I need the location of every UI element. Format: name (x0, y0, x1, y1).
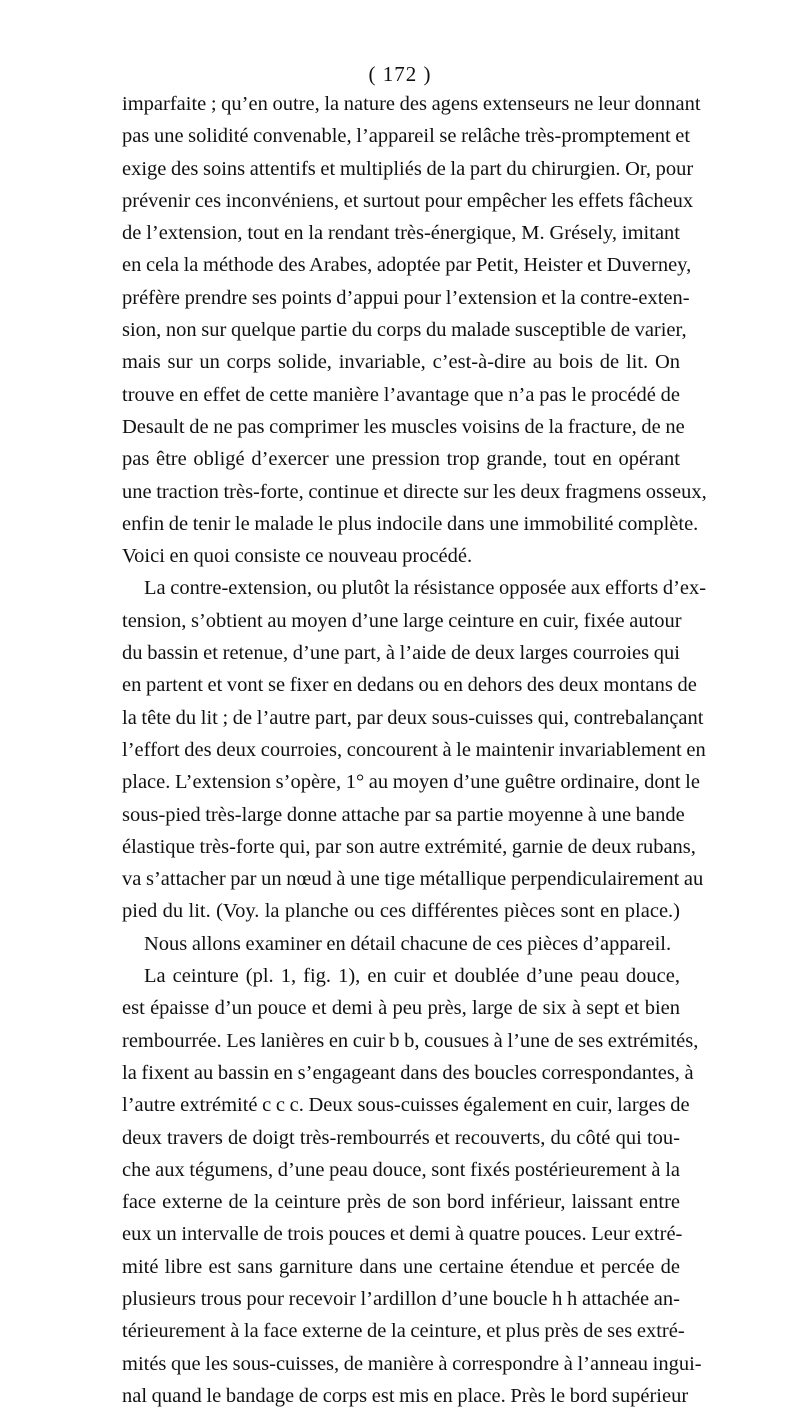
text-line: va s’attacher par un nœud à une tige métallique perpendiculairement au (122, 868, 704, 891)
text-line: est épaisse d’un pouce et demi à peu près, large de six à sept et bien (122, 997, 680, 1020)
text-line: mités que les sous-cuisses, de manière à correspondre à l’anneau ingui- (122, 1352, 702, 1375)
text-line: nal quand le bandage de corps est mis en place. Près le bord supérieur (122, 1384, 689, 1407)
text-line: la fixent au bassin en s’engageant dans des boucles correspondantes, à (122, 1061, 694, 1084)
text-line: du bassin et retenue, d’une part, à l’aide de deux larges courroies qui (122, 642, 680, 665)
text-line: élastique très-forte qui, par son autre extrémité, garnie de deux rubans, (122, 835, 696, 858)
text-line: mais sur un corps solide, invariable, c’est-à-dire au bois de lit. On (122, 351, 680, 374)
text-line: La ceinture (pl. 1, fig. 1), en cuir et doublée d’une peau douce, (144, 965, 680, 988)
text-line: che aux tégumens, d’une peau douce, sont fixés postérieurement à la (122, 1158, 680, 1181)
text-line: l’autre extrémité c c c. Deux sous-cuisses également en cuir, larges de (122, 1094, 690, 1117)
text-line: place. L’extension s’opère, 1° au moyen d’une guêtre ordinaire, dont le (122, 771, 700, 794)
text-line: trouve en effet de cette manière l’avantage que n’a pas le procédé de (122, 383, 680, 406)
text-line: pas une solidité convenable, l’appareil se relâche très-promptement et (122, 125, 691, 148)
text-line: sion, non sur quelque partie du corps du malade susceptible de varier, (122, 319, 687, 342)
text-line: préfère prendre ses points d’appui pour l’extension et la contre-exten- (122, 286, 690, 309)
text-line: exige des soins attentifs et multipliés de la part du chirurgien. Or, pour (122, 157, 694, 180)
text-line: face externe de la ceinture près de son bord inférieur, laissant entre (122, 1191, 680, 1214)
text-line: Voici en quoi consiste ce nouveau procédé. (122, 545, 473, 568)
text-line: térieurement à la face externe de la ceinture, et plus près de ses extré- (122, 1320, 685, 1343)
text-line: la tête du lit ; de l’autre part, par deux sous-cuisses qui, contrebalançant (122, 706, 704, 729)
text-line: tension, s’obtient au moyen d’une large ceinture en cuir, fixée autour (122, 609, 682, 632)
text-line: eux un intervalle de trois pouces et demi à quatre pouces. Leur extré- (122, 1223, 683, 1246)
page-number: ( 172 ) (368, 62, 432, 86)
body-text (122, 88, 707, 1412)
text-line: deux travers de doigt très-rembourrés et recouverts, du côté qui tou- (122, 1126, 680, 1149)
text-line: en cela la méthode des Arabes, adoptée par Petit, Heister et Duverney, (122, 254, 692, 277)
text-line: enfin de tenir le malade le plus indocile dans une immobilité complète. (122, 512, 699, 535)
text-line: plusieurs trous pour recevoir l’ardillon d’une boucle h h attachée an- (122, 1287, 680, 1310)
text-line: Nous allons examiner en détail chacune de ces pièces d’appareil. (144, 932, 672, 955)
text-line: une traction très-forte, continue et directe sur les deux fragmens osseux, (122, 480, 707, 503)
text-line: prévenir ces inconvéniens, et surtout pour empêcher les effets fâcheux (122, 189, 694, 212)
text-line: en partent et vont se fixer en dedans ou en dehors des deux montans de (122, 674, 697, 697)
text-line: rembourrée. Les lanières en cuir b b, cousues à l’une de ses extrémités, (122, 1029, 699, 1052)
text-line: mité libre est sans garniture dans une certaine étendue et percée de (122, 1255, 680, 1278)
text-line: l’effort des deux courroies, concourent à le maintenir invariablement en (122, 738, 706, 761)
text-line: pied du lit. (Voy. la planche ou ces différentes pièces sont en place.) (122, 900, 680, 923)
text-line: pas être obligé d’exercer une pression trop grande, tout en opérant (122, 448, 680, 471)
text-line: imparfaite ; qu’en outre, la nature des agens extenseurs ne leur donnant (122, 93, 701, 115)
text-line: sous-pied très-large donne attache par sa partie moyenne à une bande (122, 803, 685, 826)
text-line: Desault de ne pas comprimer les muscles voisins de la fracture, de ne (122, 415, 685, 438)
text-line: La contre-extension, ou plutôt la résistance opposée aux efforts d’ex- (144, 577, 707, 600)
text-line: de l’extension, tout en la rendant très-énergique, M. Grésely, imitant (122, 222, 680, 245)
